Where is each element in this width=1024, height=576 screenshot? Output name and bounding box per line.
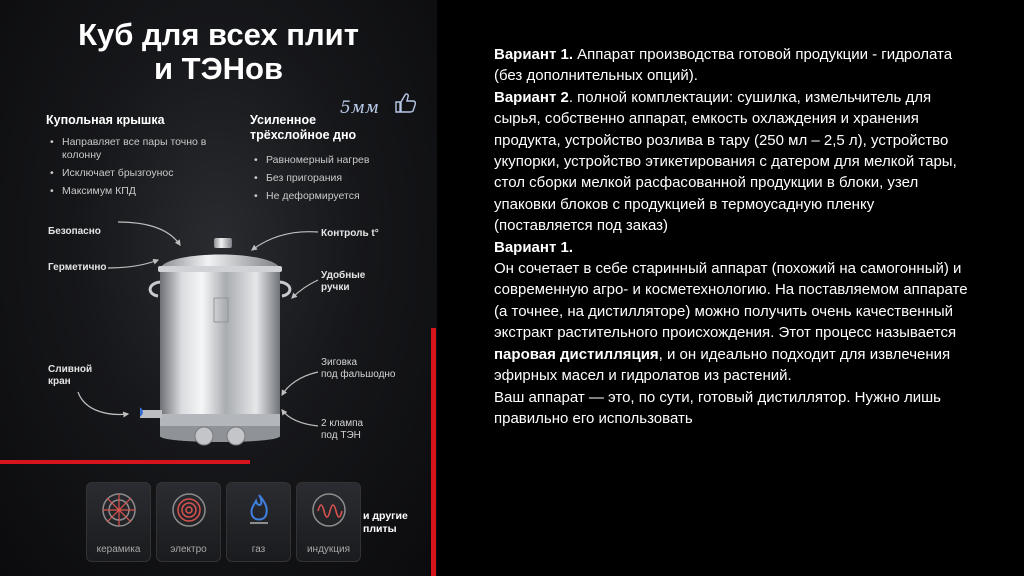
distillation-text-a: Он сочетает в себе старинный аппарат (похожий на самогонный) и современную агро- и косметехнологию. На поставляемом аппарате (а точнее, на дистилляторе) можно получить очень качественный экстракт растительного происхождения. Этот процесс называется	[494, 260, 968, 342]
stove-tile-ceramic	[86, 482, 151, 562]
label-handles-line2: ручки	[321, 282, 350, 293]
label-seam-line1: Зиговка	[321, 357, 358, 368]
variant1-repeat-heading	[494, 237, 974, 258]
stove-label: керамика	[96, 544, 141, 555]
variant2-text: . полной комплектации: сушилка, измельчитель для сырья, собственно аппарат, емкость охлаждения и хранения продукта, устройство розлива в тару (250 мл – 2,5 л), устройство укупорки, устройство этикетирования с датером для мелкой тары, стол сборки мелкой расфасованной продукции в блоки, узел упаковки блоков с продукцией в термоусадную пленку (поставляется под заказ)	[494, 88, 957, 235]
description-text	[494, 44, 974, 429]
distillation-text-b: , и он идеально подходит для извлечения эфирных масел и гидролатов из растений.	[494, 345, 951, 385]
label-drain-tap-line2: кран	[48, 376, 71, 387]
product-infographic	[0, 0, 437, 576]
label-handles-line1: Удобные	[321, 270, 366, 281]
gas-flame-icon	[240, 491, 278, 529]
variant1-text: Аппарат производства готовой продукции - гидролата (без дополнительных опций).	[494, 46, 953, 85]
stove-tile-induction	[296, 482, 361, 562]
variant2-paragraph	[494, 87, 974, 237]
label-clamps-line1: 2 клампа	[321, 418, 364, 429]
bottom-feature-item: • Без пригорания	[252, 172, 427, 185]
label-seam-line2: под фальшодно	[321, 369, 396, 380]
variant2-label: Вариант 2	[494, 88, 569, 106]
electric-icon	[170, 491, 208, 529]
stove-tile-electric	[156, 482, 221, 562]
thickness-handwritten-note: 5мм	[340, 98, 380, 118]
label-temperature-control: Контроль t°	[321, 228, 379, 239]
lid-feature-title: Купольная крышка	[46, 113, 165, 127]
other-stoves-label	[363, 510, 408, 536]
steam-distillation-term: паровая дистилляция	[494, 345, 659, 363]
label-drain-tap-line1: Сливной	[48, 364, 93, 375]
variant1-label: Вариант 1.	[494, 46, 573, 63]
other-stoves-line1: и другие	[363, 510, 408, 522]
stove-tile-gas	[226, 482, 291, 562]
variant1-repeat-label: Вариант 1.	[494, 238, 573, 256]
stove-label: индукция	[306, 544, 351, 555]
label-safe: Безопасно	[48, 226, 101, 237]
lid-feature-item: • Направляет все пары точно в колонну	[48, 136, 208, 162]
stove-label: электро	[170, 544, 207, 555]
label-sealed: Герметично	[48, 262, 107, 273]
bottom-feature-title-line1: Усиленное	[250, 113, 317, 127]
infographic-title-line1: Куб для всех плит	[78, 17, 359, 52]
closing-paragraph: Ваш аппарат — это, по сути, готовый дистиллятор. Нужно лишь правильно его использовать	[494, 388, 941, 427]
lid-feature-item: • Максимум КПД	[48, 185, 208, 198]
lid-feature-item: • Исключает брызгоунос	[48, 167, 208, 180]
distiller-pot-illustration	[140, 236, 300, 456]
other-stoves-line2: плиты	[363, 523, 397, 535]
ceramic-icon	[100, 491, 138, 529]
distillation-paragraph	[494, 258, 974, 386]
variant1-paragraph	[494, 44, 974, 87]
stove-label: газ	[251, 544, 266, 555]
bottom-feature-item: • Не деформируется	[252, 190, 427, 203]
label-clamps-line2: под ТЭН	[321, 430, 361, 441]
arrow-tap	[78, 392, 128, 414]
bottom-feature-title-line2: трёхслойное дно	[250, 128, 357, 142]
induction-icon	[310, 491, 348, 529]
bottom-feature-item: • Равномерный нагрев	[252, 154, 427, 167]
infographic-title-line2: и ТЭНов	[153, 51, 284, 86]
